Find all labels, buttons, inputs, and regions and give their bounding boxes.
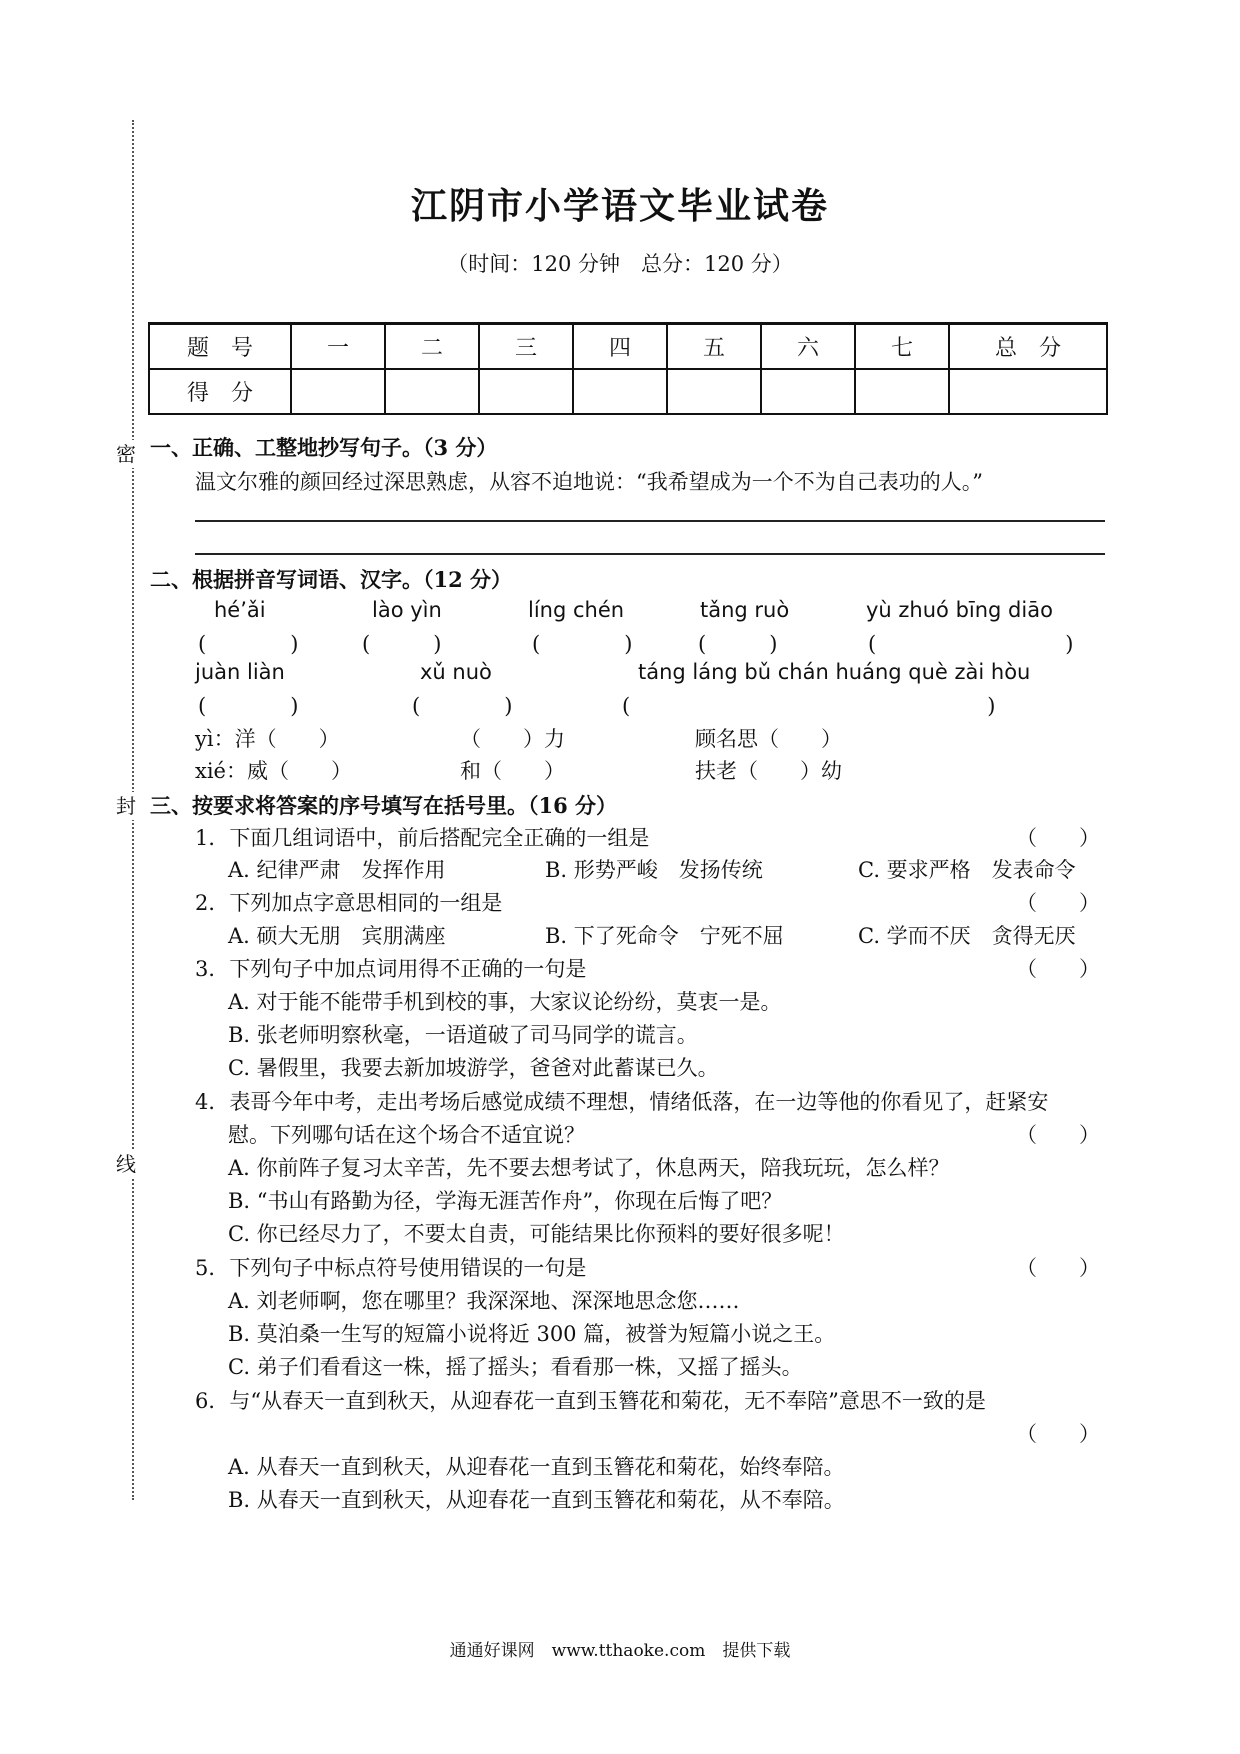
q1-option-a: A. 纪律严肃 发挥作用 [228,858,446,882]
score-entry-cell[interactable] [667,369,761,414]
answer-bracket[interactable]: （ ） [1016,1256,1100,1280]
score-entry-cell[interactable] [855,369,949,414]
seal-mark-mi: 密 [116,442,136,466]
answer-blank[interactable]: ( ) [198,694,299,718]
writing-line[interactable] [195,520,1105,522]
section-3-heading: 三、按要求将答案的序号填写在括号里。（16 分） [150,793,618,818]
answer-blank[interactable]: ( ) [698,632,778,656]
pinyin-item: hé’ǎi [214,598,266,622]
answer-blank[interactable]: ( ) [868,632,1074,656]
question-4-line-2: 慰。下列哪句话在这个场合不适宜说？ [228,1123,585,1147]
score-header-cell: 七 [855,324,949,370]
answer-blank[interactable]: ( ) [362,632,442,656]
score-entry-cell[interactable] [949,369,1107,414]
score-header-cell: 三 [479,324,573,370]
score-header-cell: 一 [291,324,385,370]
score-entry-cell[interactable] [479,369,573,414]
answer-blank[interactable]: ( ) [622,694,996,718]
exam-time-score: （时间：120 分钟 总分：120 分） [447,252,793,276]
answer-blank[interactable]: ( ) [532,632,633,656]
score-row-label: 得 分 [149,369,291,414]
question-3: 3．下列句子中加点词用得不正确的一句是 [195,957,587,981]
q4-option-a: A. 你前阵子复习太辛苦，先不要去想考试了，休息两天，陪我玩玩，怎么样？ [228,1156,950,1180]
pinyin-item: xǔ nuò [420,660,492,684]
question-5: 5．下列句子中标点符号使用错误的一句是 [195,1256,587,1280]
q1-option-b: B. 形势严峻 发扬传统 [545,858,763,882]
q3-option-b: B. 张老师明察秋毫，一语道破了司马同学的谎言。 [228,1023,698,1047]
homophone-xie-mid: 和（ ） [460,759,565,783]
seal-mark-feng: 封 [116,794,136,818]
answer-blank[interactable]: ( ) [198,632,299,656]
q3-option-c: C. 暑假里，我要去新加坡游学，爸爸对此蓄谋已久。 [228,1056,719,1080]
score-header-cell: 题 号 [149,324,291,370]
homophone-yi-mid: （ ）力 [460,727,565,751]
q5-option-c: C. 弟子们看看这一株，摇了摇头；看看那一株，又摇了摇头。 [228,1355,803,1379]
q2-option-b: B. 下了死命令 宁死不屈 [545,924,784,948]
q4-option-b: B. “书山有路勤为径，学海无涯苦作舟”，你现在后悔了吧？ [228,1189,783,1213]
page-title: 江阴市小学语文毕业试卷 [410,186,829,227]
score-entry-cell[interactable] [761,369,855,414]
score-entry-cell[interactable] [291,369,385,414]
pinyin-item: líng chén [528,598,625,622]
answer-blank[interactable]: ( ) [412,694,513,718]
section-1-heading: 一、正确、工整地抄写句子。（3 分） [150,435,498,460]
writing-line[interactable] [195,553,1105,555]
question-2: 2．下列加点字意思相同的一组是 [195,891,503,915]
score-header-cell: 总 分 [949,324,1107,370]
pinyin-item: lào yìn [372,598,442,622]
homophone-xie-right: 扶老（ ）幼 [695,759,842,783]
answer-bracket[interactable]: （ ） [1016,891,1100,915]
score-table-score-row [149,369,1107,414]
q5-option-b: B. 莫泊桑一生写的短篇小说将近 300 篇，被誉为短篇小说之王。 [228,1322,836,1346]
pinyin-item: juàn liàn [195,660,285,684]
q3-option-a: A. 对于能不能带手机到校的事，大家议论纷纷，莫衷一是。 [228,990,782,1014]
score-table-header-row [149,324,1107,370]
question-6: 6．与“从春天一直到秋天，从迎春花一直到玉簪花和菊花，无不奉陪”意思不一致的是 [195,1389,986,1413]
homophone-yi-label: yì：洋（ ） [195,727,340,751]
pinyin-item: tǎng ruò [700,598,790,622]
section-2-heading: 二、根据拼音写词语、汉字。（12 分） [150,567,513,592]
seal-mark-xian: 线 [116,1152,136,1176]
q6-option-b: B. 从春天一直到秋天，从迎春花一直到玉簪花和菊花，从不奉陪。 [228,1488,845,1512]
score-table [148,322,1108,415]
score-header-cell: 四 [573,324,667,370]
pinyin-item: táng láng bǔ chán huáng què zài hòu [638,660,1031,684]
question-4-line-1: 4．表哥今年中考，走出考场后感觉成绩不理想，情绪低落，在一边等他的你看见了，赶紧安 [195,1090,1049,1114]
score-header-cell: 六 [761,324,855,370]
score-entry-cell[interactable] [573,369,667,414]
pinyin-item: yù zhuó bīng diāo [866,598,1053,622]
q4-option-c: C. 你已经尽力了，不要太自责，可能结果比你预料的要好很多呢！ [228,1222,845,1246]
homophone-yi-right: 顾名思（ ） [695,727,842,751]
q2-option-c: C. 学而不厌 贪得无厌 [858,924,1076,948]
copy-sentence-text: 温文尔雅的颜回经过深思熟虑，从容不迫地说：“我希望成为一个不为自己表功的人。” [195,470,983,494]
footer-download-note: 通通好课网 www.tthaoke.com 提供下载 [449,1641,791,1661]
question-1: 1．下面几组词语中，前后搭配完全正确的一组是 [195,826,650,850]
score-header-cell: 五 [667,324,761,370]
score-header-cell: 二 [385,324,479,370]
answer-bracket[interactable]: （ ） [1016,1123,1100,1147]
score-entry-cell[interactable] [385,369,479,414]
homophone-xie-label: xié：威（ ） [195,759,352,783]
q2-option-a: A. 硕大无朋 宾朋满座 [228,924,446,948]
answer-bracket[interactable]: （ ） [1016,957,1100,981]
answer-bracket[interactable]: （ ） [1016,826,1100,850]
q5-option-a: A. 刘老师啊，您在哪里？我深深地、深深地思念您…… [228,1289,740,1313]
q6-option-a: A. 从春天一直到秋天，从迎春花一直到玉簪花和菊花，始终奉陪。 [228,1455,845,1479]
q1-option-c: C. 要求严格 发表命令 [858,858,1076,882]
answer-bracket[interactable]: （ ） [1016,1422,1100,1446]
